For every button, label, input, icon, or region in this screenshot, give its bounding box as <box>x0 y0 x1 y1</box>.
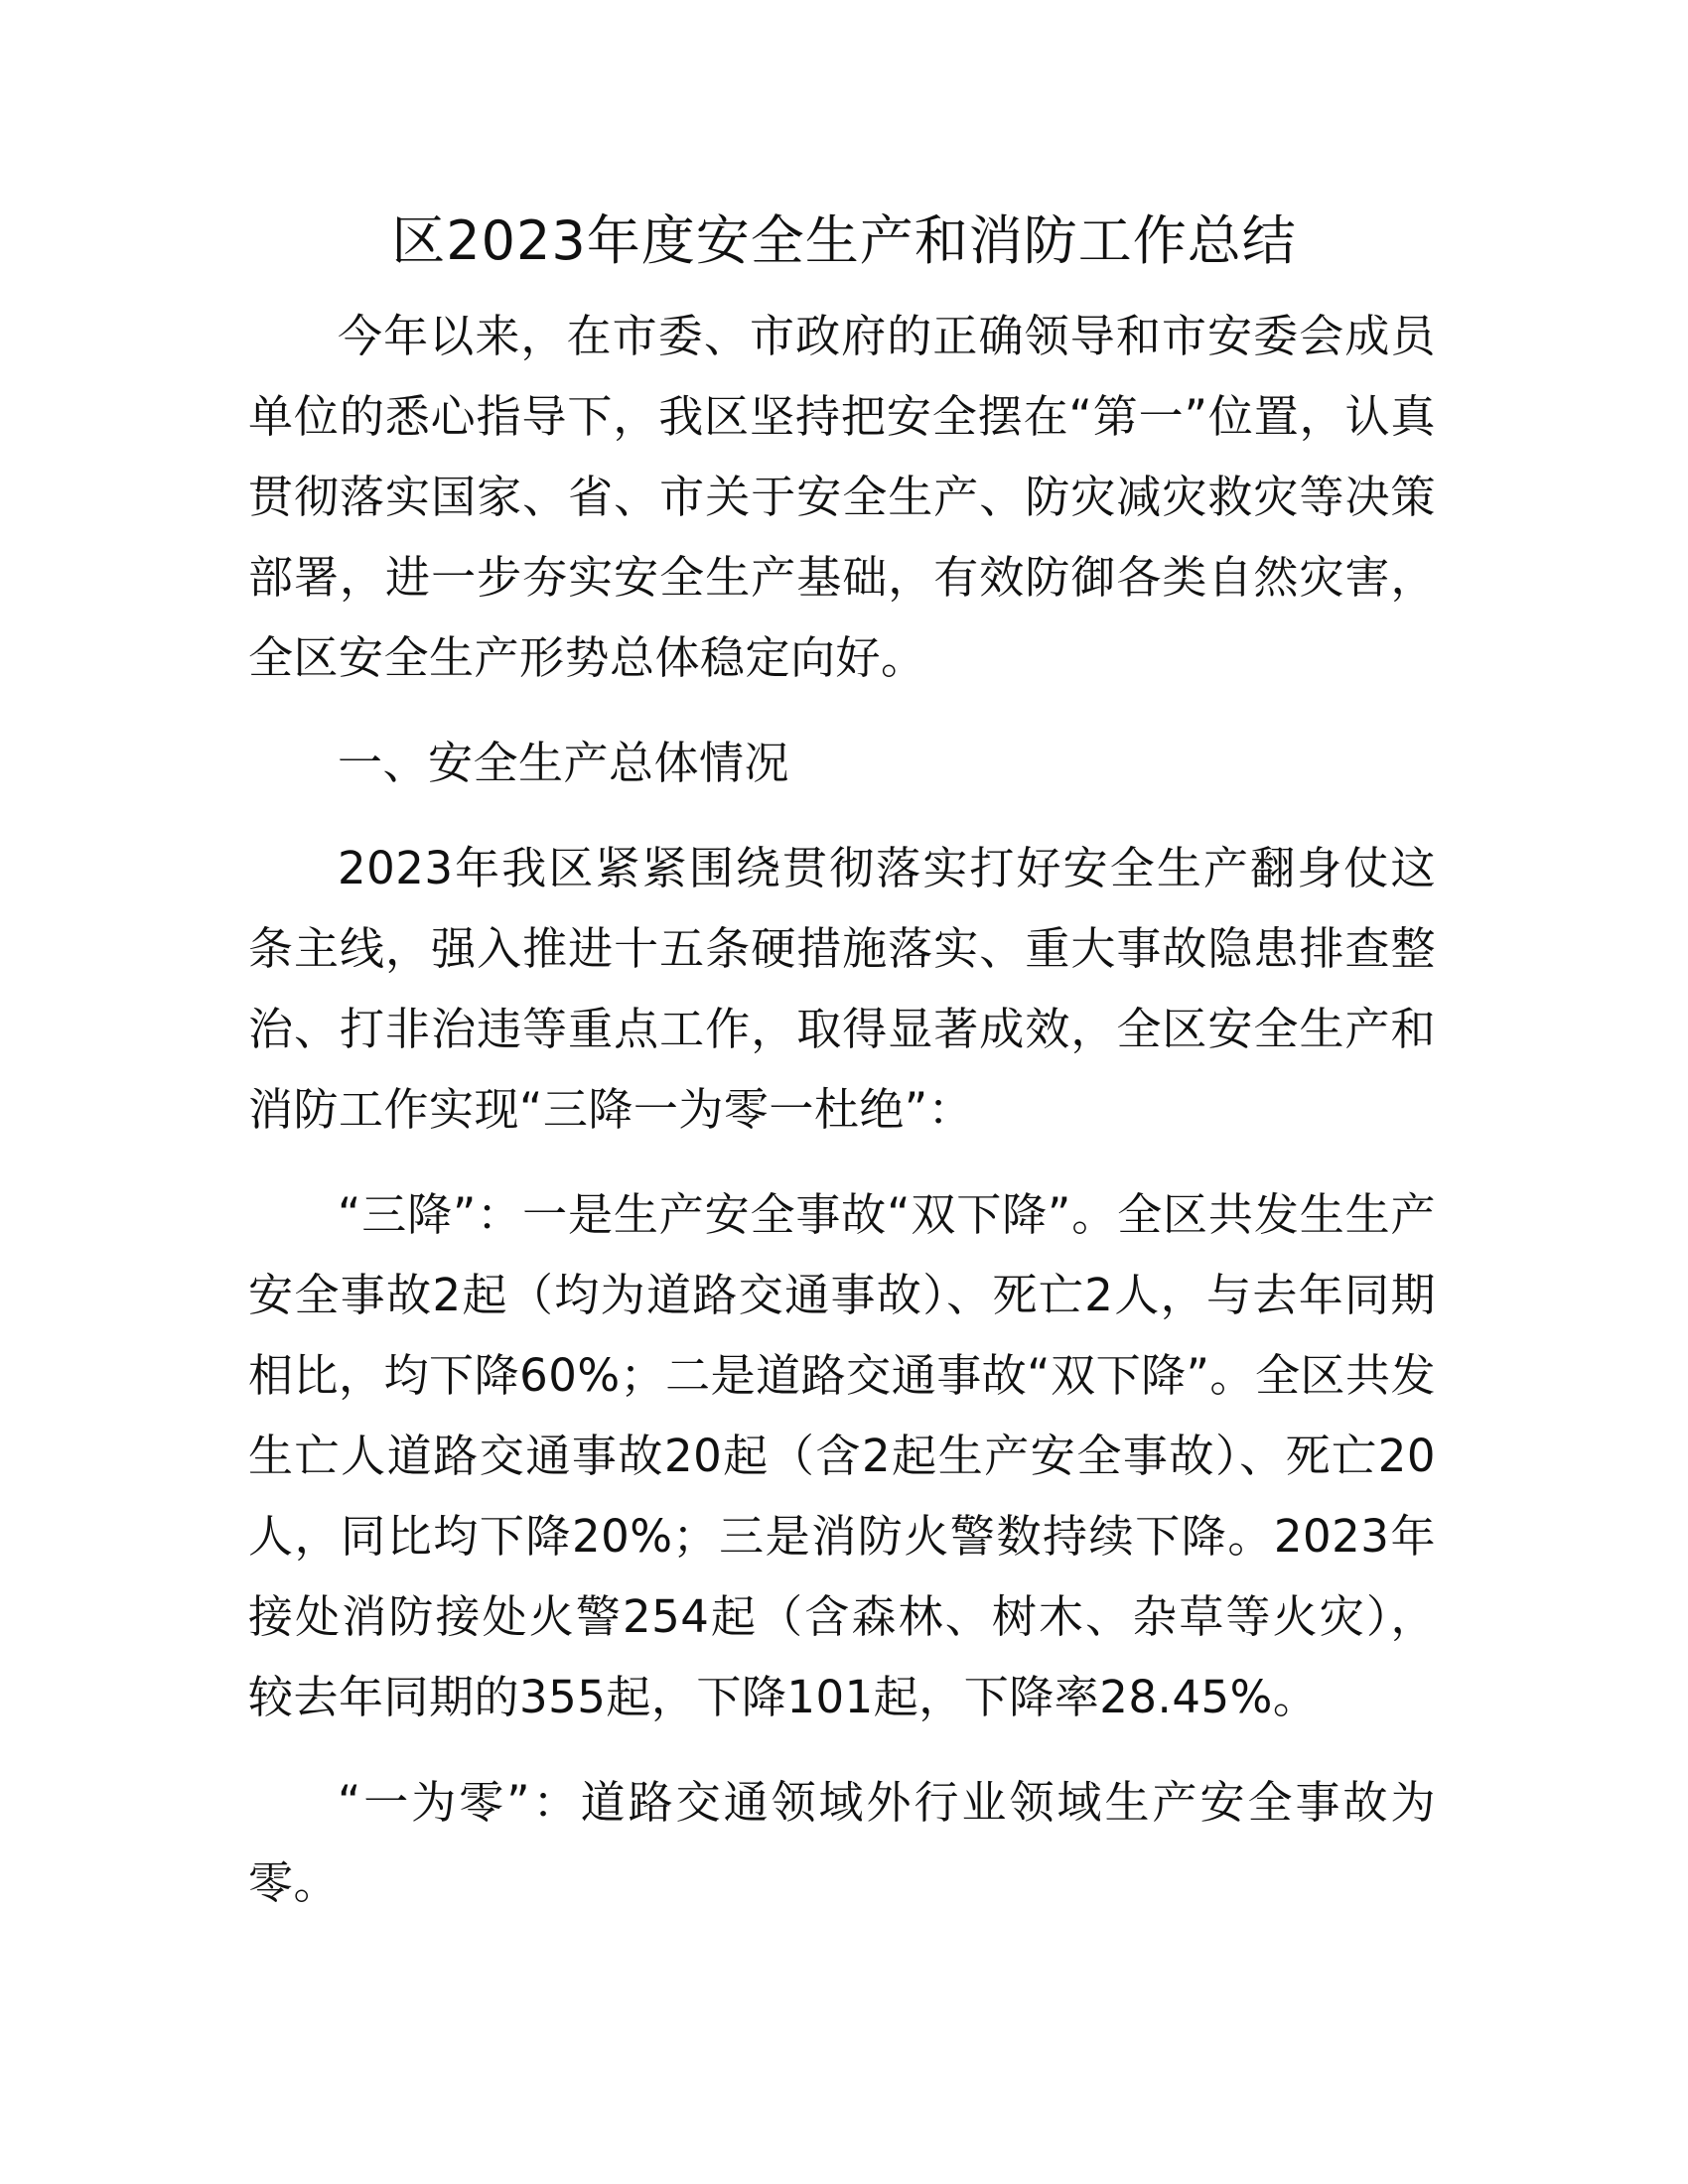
intro-paragraph: 今年以来，在市委、市政府的正确领导和市安委会成员单位的悉心指导下，我区坚持把安全摆在“第一”位置，认真贯彻落实国家、省、市关于安全生产、防灾减灾救灾等决策部署，进一步夯实安全生产基础，有效防御各类自然灾害，全区安全生产形势总体稳定向好。 <box>248 310 1436 684</box>
one-zero-paragraph: “一为零”：道路交通领域外行业领域生产安全事故为零。 <box>248 1776 1436 1909</box>
three-declines-paragraph: “三降”：一是生产安全事故“双下降”。全区共发生生产安全事故2起（均为道路交通事故）、死亡2人，与去年同期相比，均下降60%；二是道路交通事故“双下降”。全区共发生亡人道路交通事故20起（含2起生产安全事故）、死亡20人，同比均下降20%；三是消防火警数持续下降。2023年接处消防接处火警254起（含森林、树木、杂草等火灾），较去年同期的355起，下降101起，下降率28.45%。 <box>248 1188 1436 1723</box>
section-heading-overall: 一、安全生产总体情况 <box>338 737 790 789</box>
overview-paragraph: 2023年我区紧紧围绕贯彻落实打好安全生产翻身仗这条主线，强入推进十五条硬措施落实、重大事故隐患排查整治、打非治违等重点工作，取得显著成效，全区安全生产和消防工作实现“三降一为零一杜绝”： <box>248 842 1436 1136</box>
document-body <box>248 296 1436 1948</box>
document-title: 区2023年度安全生产和消防工作总结 <box>391 209 1297 272</box>
